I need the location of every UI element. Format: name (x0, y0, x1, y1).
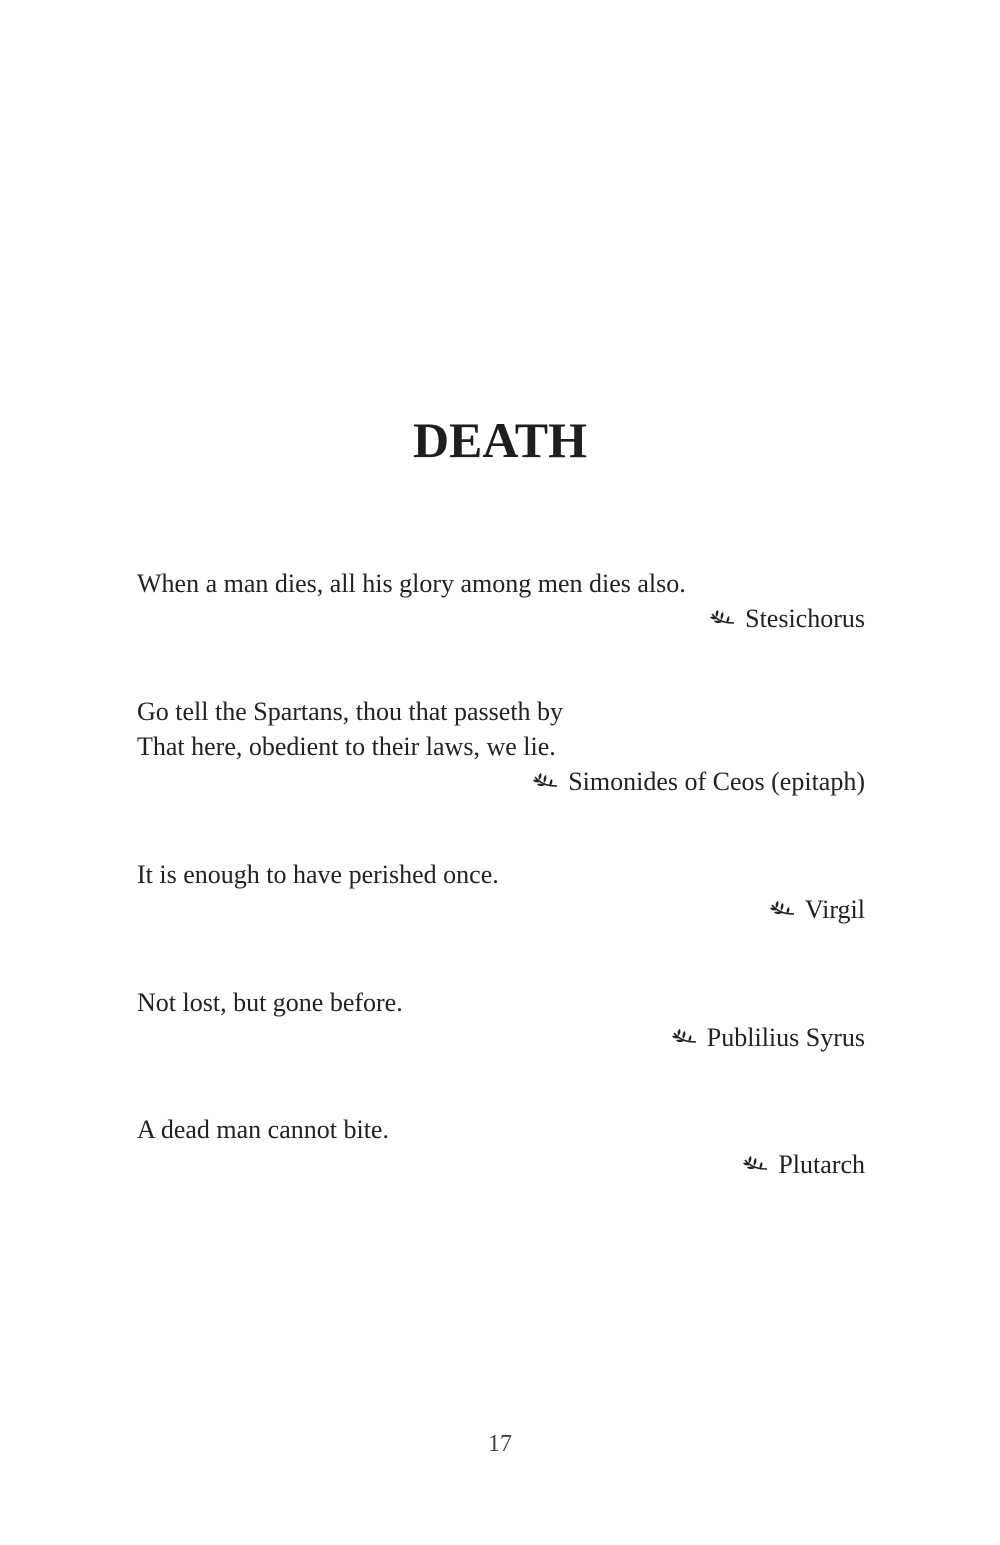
quote-author: Stesichorus (745, 604, 865, 633)
chapter-title: DEATH (412, 412, 588, 468)
laurel-leaf-icon (743, 1156, 769, 1174)
quote-attribution (137, 892, 865, 927)
quote-author: Plutarch (778, 1150, 865, 1179)
quote-text: When a man dies, all his glory among men dies also. (137, 569, 686, 598)
quote-text: It is enough to have perished once. (137, 860, 499, 889)
quote-text: Not lost, but gone before. (137, 988, 403, 1017)
quote-attribution (137, 1147, 865, 1182)
laurel-leaf-icon (533, 773, 559, 791)
quote-block (137, 857, 865, 927)
quote-text: Go tell the Spartans, thou that passeth by (137, 697, 564, 726)
quote-block (137, 985, 865, 1055)
page-number: 17 (488, 1431, 512, 1457)
quote-text: That here, obedient to their laws, we lie. (137, 732, 556, 761)
laurel-leaf-icon (672, 1029, 698, 1047)
quote-attribution (137, 601, 865, 636)
quote-author: Virgil (804, 895, 865, 924)
quote-author: Simonides of Ceos (epitaph) (568, 767, 865, 796)
quote-block (137, 1112, 865, 1182)
quote-block (137, 694, 865, 799)
quote-attribution (137, 764, 865, 799)
quote-block (137, 566, 865, 636)
quote-attribution (137, 1020, 865, 1055)
laurel-leaf-icon (770, 901, 796, 919)
quote-text: A dead man cannot bite. (137, 1115, 389, 1144)
quote-author: Publilius Syrus (706, 1023, 865, 1052)
laurel-leaf-icon (710, 610, 736, 628)
